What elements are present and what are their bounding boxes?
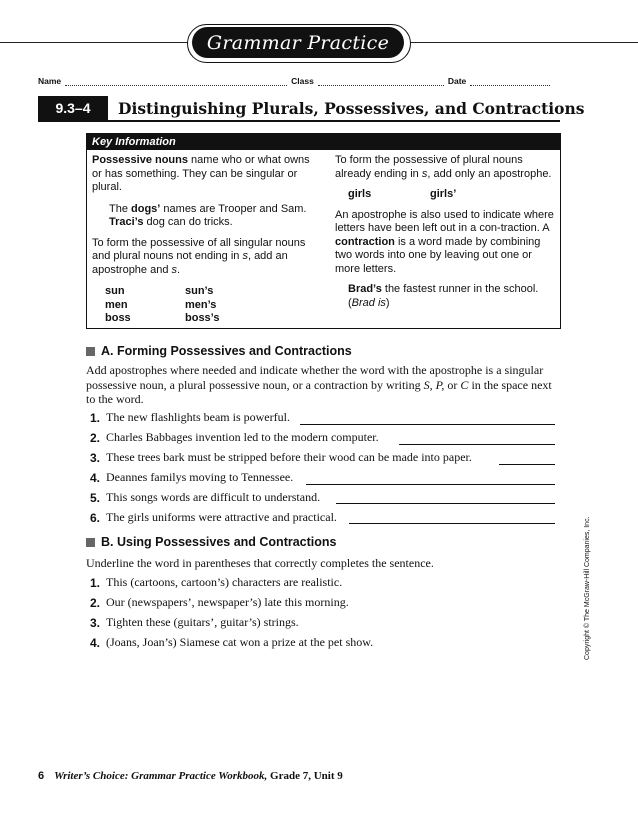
part-a-item-1 [90, 410, 290, 425]
item-text: Deannes familys moving to Tennessee. [106, 470, 294, 484]
example-text: the fastest runner in the school. ( [348, 283, 539, 309]
page-footer [38, 770, 343, 782]
item-text: Charles Babbages invention led to the modern computer. [106, 430, 379, 444]
section-rule [38, 120, 560, 122]
name-field[interactable] [65, 77, 287, 86]
example-text: names are Trooper and Sam. [160, 202, 307, 215]
instruction-text: in the space next to the word. [86, 377, 552, 406]
footer-unit: Grade 7, Unit 9 [267, 770, 343, 782]
word: boss [105, 312, 131, 324]
bullet-square-icon [86, 347, 95, 356]
name-class-date-line [38, 72, 562, 86]
item-number: 3. [90, 451, 101, 465]
definition-text: An apostrophe is also used to indicate where letters have been left out in a con-traction. A [335, 208, 554, 234]
word-possessive: sun’s [185, 285, 214, 297]
item-text: These trees bark must be stripped before their wood can be made into paper. [106, 450, 472, 464]
key-information-box [86, 133, 561, 329]
item-number: 2. [90, 596, 101, 610]
word-possessive: girls’ [430, 188, 457, 200]
name-label: Name [38, 76, 62, 86]
part-a-instructions [86, 363, 561, 407]
word: men [105, 298, 128, 311]
part-b-instructions: Underline the word in parentheses that correctly completes the sentence. [86, 556, 434, 570]
example-brad [335, 283, 555, 310]
example-traci [92, 216, 317, 230]
item-number: 6. [90, 511, 101, 525]
item-text: The girls uniforms were attractive and practical. [106, 510, 337, 524]
section-number: 9.3–4 [38, 96, 108, 120]
term-possessive-nouns: Possessive nouns [92, 154, 188, 166]
item-number: 4. [90, 636, 101, 650]
part-a-item-4 [90, 470, 293, 485]
rule-text: To form the possessive of plural nouns already ending in [335, 154, 523, 180]
example-dogs [92, 203, 317, 217]
word-possessive: men’s [185, 298, 217, 311]
answer-line-a1[interactable] [300, 424, 555, 425]
instruction-italic: C [460, 377, 469, 392]
answer-line-a4[interactable] [306, 484, 555, 485]
item-text[interactable]: Tighten these (guitars’, guitar’s) strings. [106, 615, 299, 629]
part-a-item-5 [90, 490, 320, 505]
example-text: ) [385, 296, 390, 309]
item-text[interactable]: This (cartoons, cartoon’s) characters are realistic. [106, 575, 343, 589]
part-a-title: A. Forming Possessives and Contractions [101, 344, 352, 358]
date-label: Date [447, 76, 467, 86]
term-contraction: contraction [335, 235, 395, 248]
class-field[interactable] [318, 77, 444, 86]
word-possessive: boss’s [185, 312, 220, 324]
instruction-text: Add apostrophes where needed and indicate whether the word with the apostrophe is a singular possessive noun, a plural possessive noun, or a contraction by writing [86, 363, 544, 392]
rule-text: To form the possessive of all singular nouns and plural nouns not ending in [92, 236, 306, 262]
rule-text: , add an apostrophe and [92, 250, 288, 276]
word: girls [348, 188, 372, 200]
answer-line-a5[interactable] [336, 503, 555, 504]
rule-text: . [177, 263, 181, 276]
singular-rule [92, 237, 317, 278]
part-b-title: B. Using Possessives and Contractions [101, 535, 337, 549]
rule-italic: s [421, 167, 428, 180]
item-number: 3. [90, 616, 101, 630]
rule-italic: s [242, 250, 248, 262]
item-text[interactable]: (Joans, Joan’s) Siamese cat won a prize at the pet show. [106, 635, 374, 649]
singular-word-table [92, 285, 317, 326]
part-b-item-2 [90, 595, 349, 610]
rule-italic: s [171, 263, 178, 276]
part-b-heading [86, 535, 337, 549]
part-b-item-3 [90, 615, 299, 630]
date-field[interactable] [470, 77, 550, 86]
part-a-item-2 [90, 430, 379, 445]
answer-line-a3[interactable] [499, 464, 555, 465]
possessive-definition [92, 154, 317, 195]
item-text[interactable]: Our (newspapers’, newspaper’s) late this morning. [106, 595, 349, 609]
plural-rule [335, 154, 555, 181]
footer-title: Writer’s Choice: Grammar Practice Workbook, [54, 770, 268, 782]
part-a-item-3 [90, 450, 472, 465]
plural-word-table [335, 188, 555, 202]
part-a-heading [86, 344, 352, 358]
item-text: The new flashlights beam is powerful. [106, 410, 290, 424]
copyright-notice: Copyright © The McGraw-Hill Companies, Inc. [584, 516, 591, 660]
item-number: 2. [90, 431, 101, 445]
definition-text: is a word made by combining two words into one by leaving out one or more letters. [335, 235, 541, 275]
page-number: 6 [38, 770, 45, 782]
class-label: Class [291, 76, 314, 86]
key-info-right-column [335, 154, 555, 310]
banner-title: Grammar Practice [192, 27, 404, 58]
contraction-definition [335, 209, 555, 277]
part-b-item-1 [90, 575, 342, 590]
example-text: dog can do tricks. [143, 216, 233, 228]
key-information-heading: Key Information [87, 134, 560, 150]
example-bold: Brad’s [348, 283, 382, 295]
rule-text: , add only an apostrophe. [427, 167, 552, 180]
part-a-item-6 [90, 510, 337, 525]
item-number: 5. [90, 491, 101, 505]
bullet-square-icon [86, 538, 95, 547]
section-title: Distinguishing Plurals, Possessives, and Contractions [118, 98, 585, 118]
answer-line-a2[interactable] [399, 444, 555, 445]
definition-text: name who or what owns or has something. They can be singular or plural. [92, 154, 310, 193]
answer-line-a6[interactable] [349, 523, 555, 524]
item-text: This songs words are difficult to understand. [106, 490, 321, 504]
example-bold: dogs’ [131, 202, 161, 215]
item-number: 1. [90, 576, 101, 590]
key-info-left-column [92, 154, 317, 326]
instruction-text: or [444, 377, 461, 392]
word: sun [105, 285, 125, 297]
example-italic: Brad is [351, 296, 386, 309]
example-bold: Traci’s [109, 216, 144, 228]
instruction-italic: S, P, [423, 377, 445, 392]
item-number: 4. [90, 471, 101, 485]
item-number: 1. [90, 411, 101, 425]
example-text: The [109, 202, 132, 215]
part-b-item-4 [90, 635, 373, 650]
